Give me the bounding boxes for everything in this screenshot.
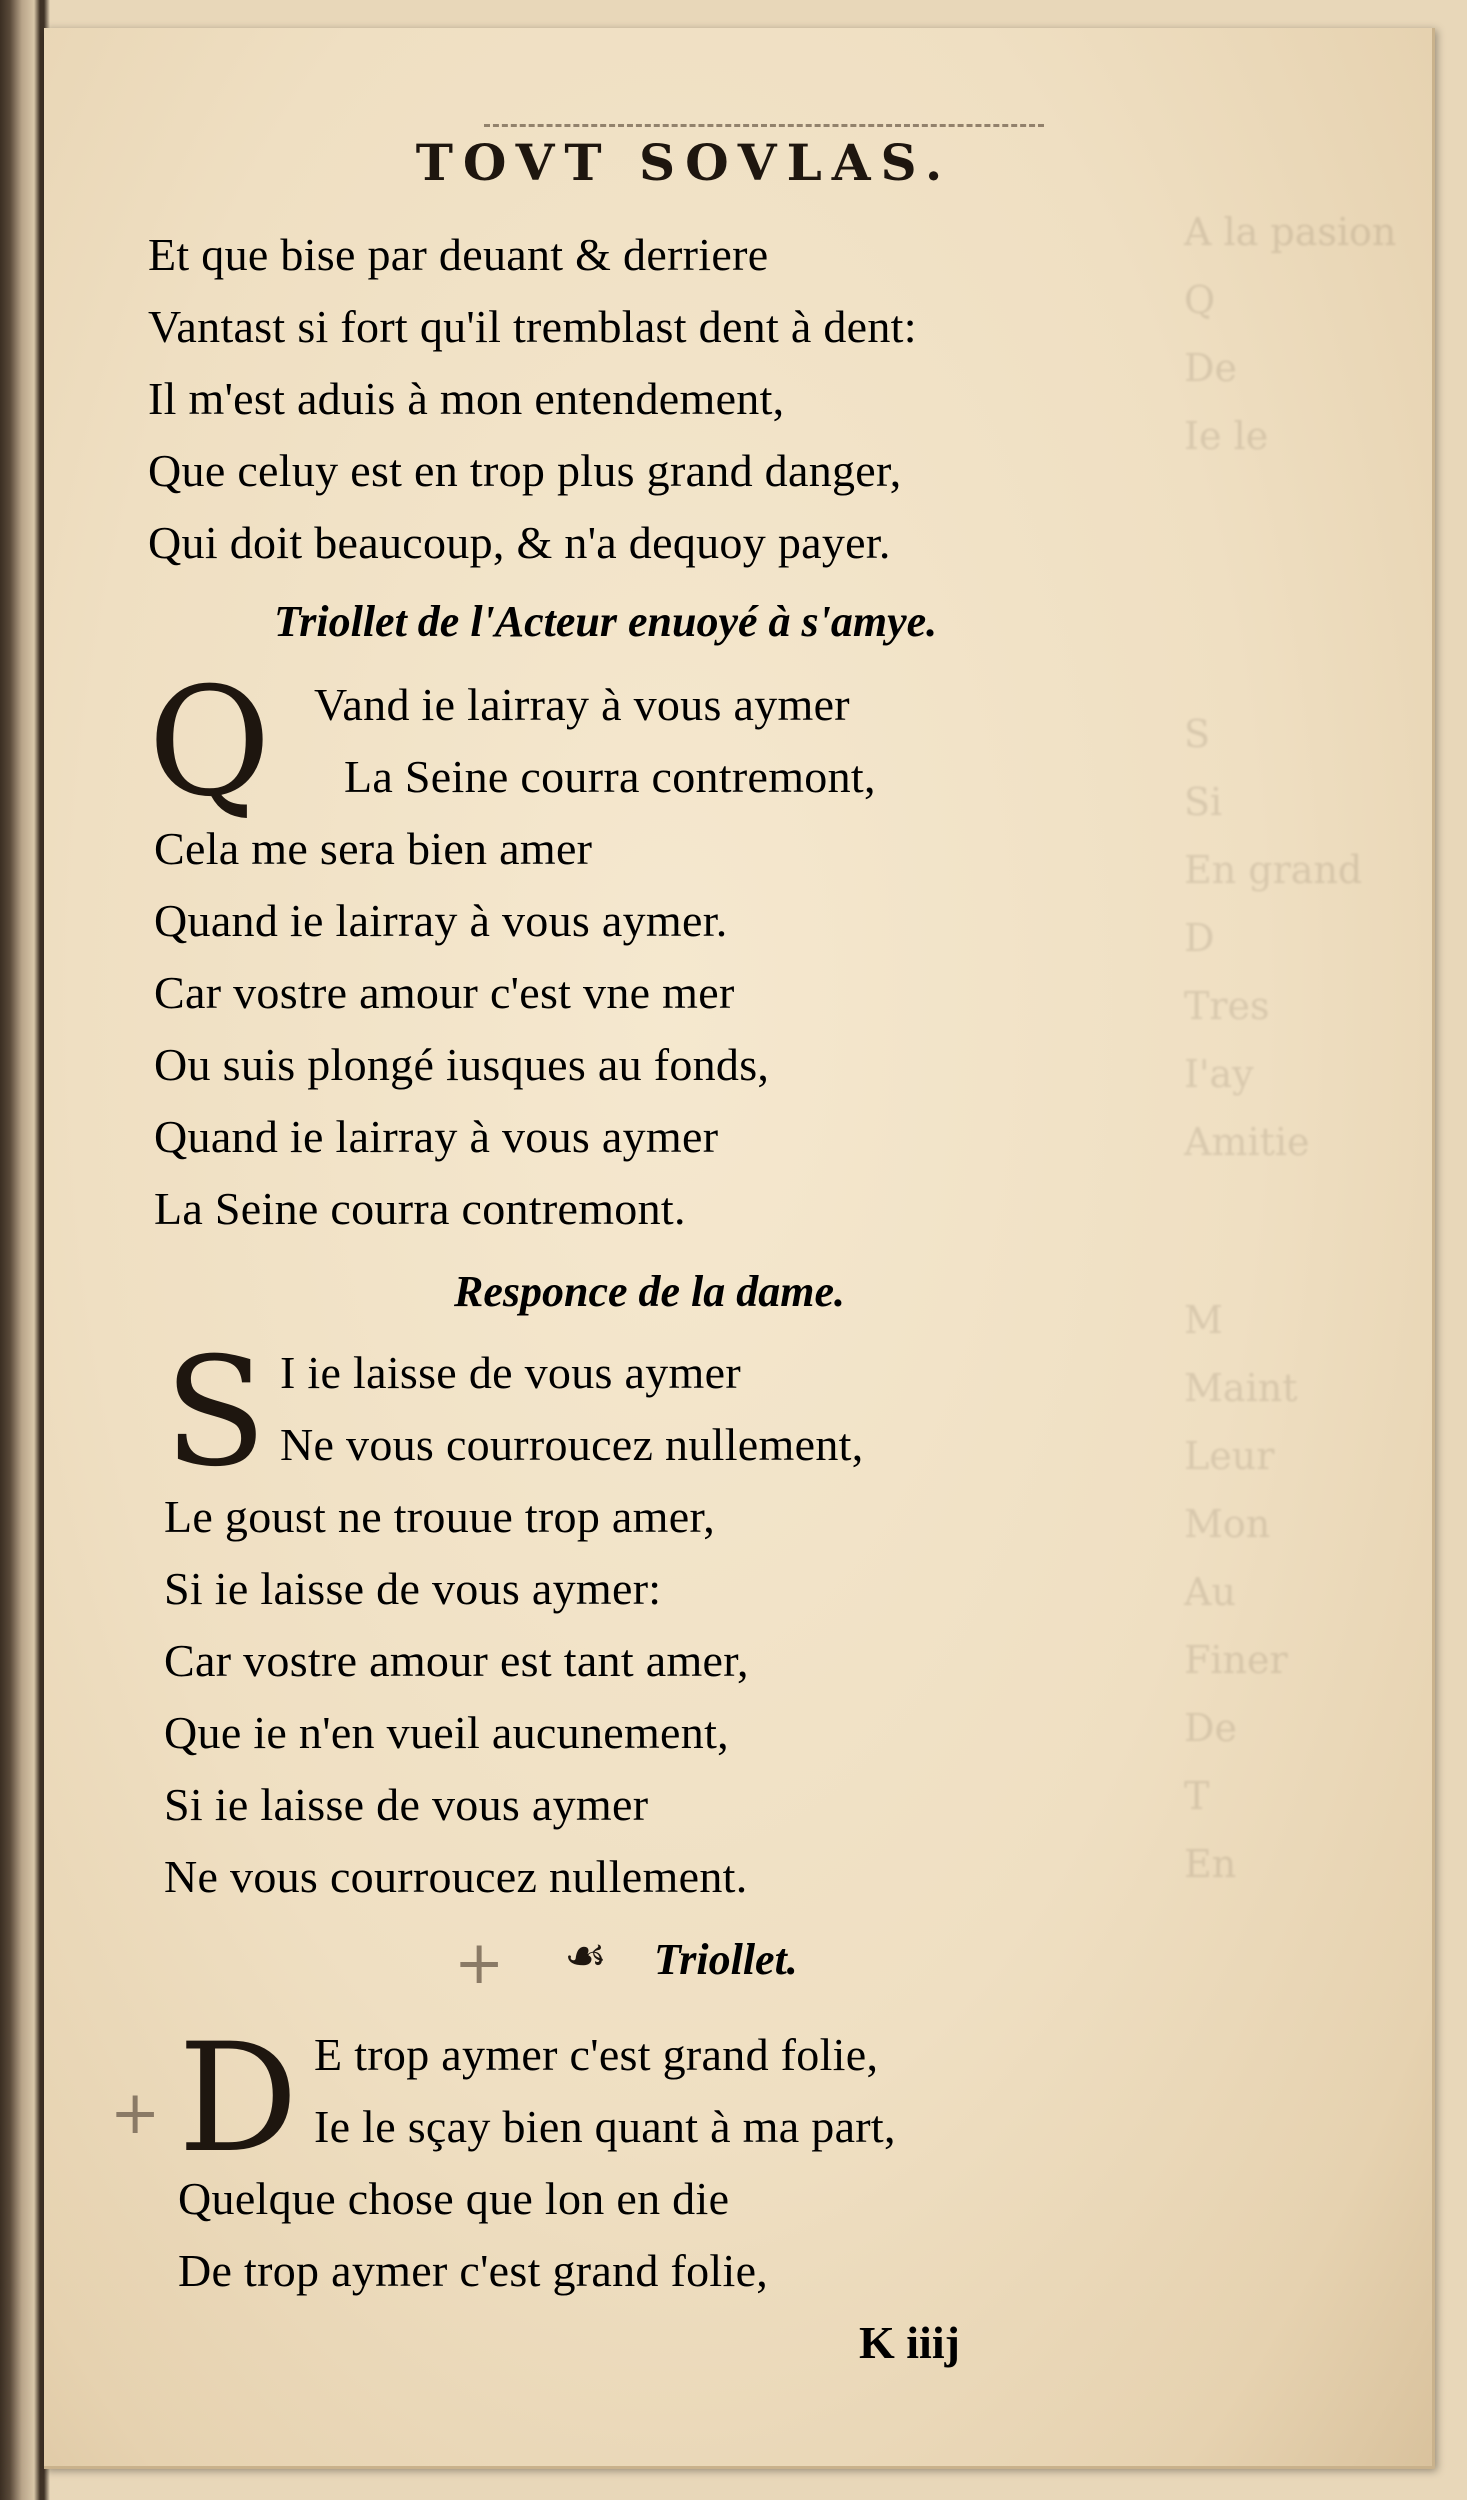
verse-line: Ne vous courroucez nullement, bbox=[280, 1419, 864, 1470]
verse-line: La Seine courra contremont. bbox=[154, 1183, 686, 1234]
bleed-line: A la pasion bbox=[1184, 210, 1397, 254]
bleed-line: Mon bbox=[1184, 1502, 1271, 1546]
verse-line: Il m'est aduis à mon entendement, bbox=[148, 373, 785, 424]
verse-line: Car vostre amour est tant amer, bbox=[164, 1635, 749, 1686]
drop-cap: D bbox=[178, 2012, 299, 2186]
poem-title: Responce de la dame. bbox=[454, 1267, 846, 1316]
bleed-line: Au bbox=[1184, 1570, 1236, 1614]
verse-line: De trop aymer c'est grand folie, bbox=[178, 2245, 769, 2296]
bleed-line: En grand bbox=[1184, 848, 1363, 892]
bleed-line: I'ay bbox=[1184, 1052, 1254, 1096]
margin-cross-mark: + bbox=[110, 2078, 161, 2148]
fleuron-ornament: ☙ bbox=[564, 1930, 608, 1983]
bleed-line: Si bbox=[1184, 780, 1223, 824]
verse-line: Que celuy est en trop plus grand danger, bbox=[148, 445, 902, 496]
signature-mark: K iiij bbox=[859, 2317, 960, 2368]
bleed-line: M bbox=[1184, 1298, 1223, 1342]
bleed-line: Maint bbox=[1184, 1366, 1298, 1410]
verse-line: Cela me sera bien amer bbox=[154, 823, 593, 874]
bleed-line: Ie le bbox=[1184, 414, 1269, 458]
bleed-line: De bbox=[1184, 346, 1237, 390]
verse-line: Qui doit beaucoup, & n'a dequoy payer. bbox=[148, 517, 891, 568]
bleed-line: Leur bbox=[1184, 1434, 1275, 1478]
drop-cap: Q bbox=[148, 656, 271, 830]
verse-line: Que ie n'en vueil aucunement, bbox=[164, 1707, 729, 1758]
bleed-line: D bbox=[1184, 916, 1215, 960]
book-page bbox=[44, 28, 1435, 2469]
margin-cross-mark: + bbox=[454, 1928, 505, 1998]
bleed-line: Tres bbox=[1184, 984, 1270, 1028]
verse-line: Quelque chose que lon en die bbox=[178, 2173, 730, 2224]
verse-line: Quand ie lairray à vous aymer bbox=[154, 1111, 719, 1162]
running-head: TOVT SOVLAS. bbox=[415, 133, 953, 192]
verse-line: Ou suis plongé iusques au fonds, bbox=[154, 1039, 770, 1090]
bleed-line: Finer bbox=[1184, 1638, 1288, 1682]
poem-title: Triollet. bbox=[654, 1935, 798, 1984]
verse-line: Vand ie lairray à vous aymer bbox=[314, 679, 850, 730]
bleed-line: Q bbox=[1184, 278, 1216, 322]
verse-line: Et que bise par deuant & derriere bbox=[148, 229, 769, 280]
verse-line: Si ie laisse de vous aymer: bbox=[164, 1563, 662, 1614]
bleed-line: De bbox=[1184, 1706, 1237, 1750]
bleed-line: S bbox=[1184, 712, 1211, 756]
verse-line: I ie laisse de vous aymer bbox=[280, 1347, 741, 1398]
header-rule bbox=[484, 124, 1044, 130]
poem-title: Triollet de l'Acteur enuoyé à s'amye. bbox=[274, 597, 938, 646]
verse-line: E trop aymer c'est grand folie, bbox=[314, 2029, 879, 2080]
show-through-text bbox=[1184, 198, 1404, 2198]
verse-line: Le goust ne trouue trop amer, bbox=[164, 1491, 716, 1542]
verse-line: Ie le sçay bien quant à ma part, bbox=[314, 2101, 896, 2152]
verse-line: Quand ie lairray à vous aymer. bbox=[154, 895, 728, 946]
drop-cap: S bbox=[164, 1326, 267, 1500]
verse-line: La Seine courra contremont, bbox=[344, 751, 876, 802]
bleed-line: Amitie bbox=[1184, 1120, 1310, 1164]
verse-line: Ne vous courroucez nullement. bbox=[164, 1851, 748, 1902]
bleed-line: T bbox=[1184, 1774, 1210, 1818]
bleed-line: En bbox=[1184, 1842, 1237, 1886]
verse-line: Si ie laisse de vous aymer bbox=[164, 1779, 649, 1830]
verse-line: Vantast si fort qu'il tremblast dent à dent: bbox=[148, 301, 917, 352]
verse-line: Car vostre amour c'est vne mer bbox=[154, 967, 735, 1018]
